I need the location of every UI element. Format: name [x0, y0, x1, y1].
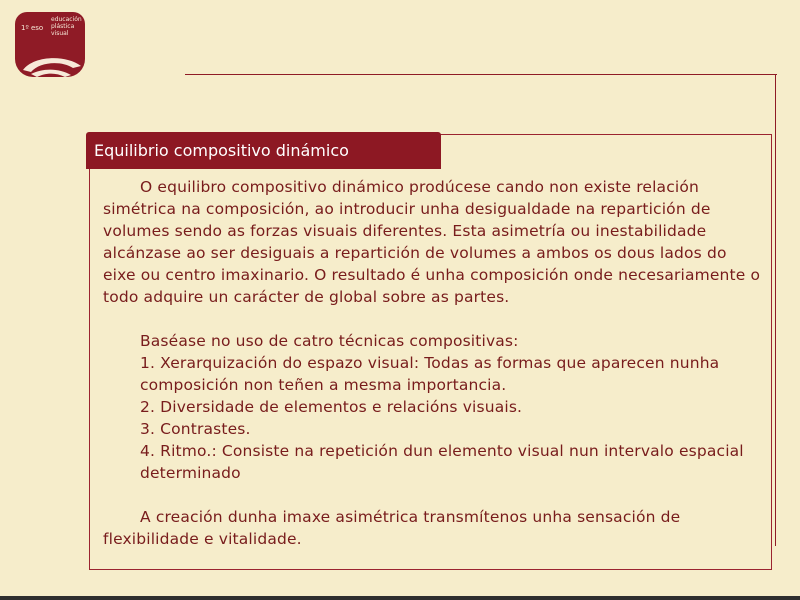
- techniques-list: [140, 330, 763, 484]
- intro-paragraph: O equilibro compositivo dinámico prodúcese cando non existe relación simétrica na composición, ao introducir unha desigualdade na repartición de volumes sendo as forzas visuais diferentes. Esta asimetría ou inestabilidade alcánzase ao ser desiguais a repartición de volumes a ambos os dous lados do eixe ou centro imaxinario. O resultado é unha composición onde necesariamente o todo adquire un carácter de global sobre as partes.: [103, 178, 761, 306]
- logo-subject-line: plástica: [51, 23, 75, 30]
- list-item: 2. Diversidade de elementos e relacións visuais.: [140, 398, 523, 416]
- paragraph-spacer: [103, 484, 763, 506]
- logo-grade-label: 1º eso: [21, 24, 44, 32]
- footer-bar: [0, 596, 800, 600]
- header-rule: [185, 74, 777, 75]
- techniques-intro: Baséase no uso de catro técnicas compositivas:: [140, 332, 519, 350]
- list-item: 3. Contrastes.: [140, 420, 251, 438]
- course-logo: [15, 12, 85, 77]
- side-rule: [775, 74, 776, 546]
- list-item: 1. Xerarquización do espazo visual: Todas as formas que aparecen nunha composición non teñen a mesma importancia.: [140, 354, 720, 394]
- list-item: 4. Ritmo.: Consiste na repetición dun elemento visual nun intervalo espacial determinado: [140, 442, 744, 482]
- content-body: [103, 176, 763, 550]
- logo-subject-line: educación: [51, 16, 82, 23]
- logo-emblem-icon: [15, 48, 85, 77]
- section-title: Equilibrio compositivo dinámico: [86, 132, 441, 169]
- logo-subject-line: visual: [51, 30, 69, 37]
- closing-paragraph: A creación dunha imaxe asimétrica transmítenos unha sensación de flexibilidade e vitalidade.: [103, 508, 681, 548]
- logo-subject-label: [51, 16, 82, 37]
